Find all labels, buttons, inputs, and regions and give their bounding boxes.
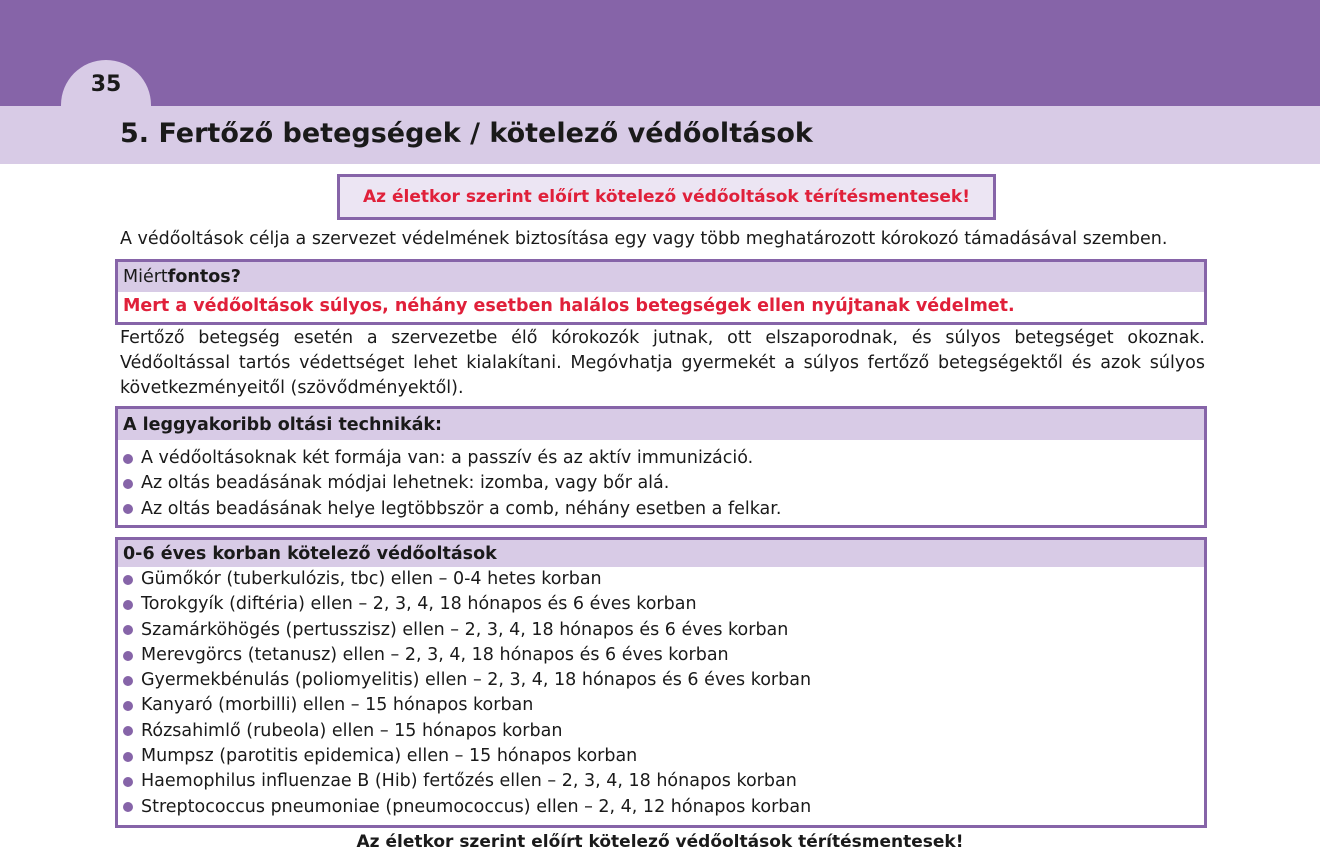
page-title: 5. Fertőző betegségek / kötelező védőoltások [120, 118, 813, 149]
list-item-text: Gümőkór (tuberkulózis, tbc) ellen – 0-4 hetes korban [141, 569, 602, 589]
list-item-text: Szamárköhögés (pertusszisz) ellen – 2, 3, 4, 18 hónapos és 6 éves korban [141, 619, 789, 640]
bullet-icon [123, 726, 133, 736]
techniques-heading: A leggyakoribb oltási technikák: [118, 409, 1204, 440]
bullet-icon [123, 777, 133, 787]
callout-text: Az életkor szerint előírt kötelező védőoltások térítésmentesek! [363, 187, 970, 207]
list-item [123, 567, 1199, 592]
techniques-box [115, 406, 1207, 528]
list-item-text: Kanyaró (morbilli) ellen – 15 hónapos korban [141, 695, 534, 716]
list-item [123, 693, 1199, 718]
why-important-box [115, 259, 1207, 325]
techniques-list [118, 440, 1204, 522]
list-item-text: Rózsahimlő (rubeola) ellen – 15 hónapos korban [141, 720, 563, 741]
bullet-icon [123, 454, 133, 464]
bullet-icon [123, 479, 133, 489]
bullet-icon [123, 625, 133, 635]
list-item [123, 668, 1199, 693]
why-question-part2: fontos? [167, 267, 241, 287]
list-item [123, 497, 1199, 522]
list-item-text: Merevgörcs (tetanusz) ellen – 2, 3, 4, 18 hónapos és 6 éves korban [141, 644, 729, 665]
bullet-icon [123, 752, 133, 762]
list-item [123, 471, 1199, 496]
list-item [123, 719, 1199, 744]
why-question [118, 262, 1204, 292]
why-question-part1: Miért [123, 267, 168, 287]
list-item-text: Haemophilus influenzae B (Hib) fertőzés ellen – 2, 3, 4, 18 hónapos korban [141, 771, 797, 792]
bullet-icon [123, 600, 133, 610]
list-item-text: Gyermekbénulás (poliomyelitis) ellen – 2, 3, 4, 18 hónapos és 6 éves korban [141, 670, 812, 691]
body-paragraph: Fertőző betegség esetén a szervezetbe élő kórokozók jutnak, ott elszaporodnak, és súlyos betegséget okoznak. Védőoltással tartós védettséget lehet kialakítani. Megóvhatja gyermekét a súlyos fertőző betegségektől és azok súlyos következményeitől (szövődményektől). [120, 328, 1205, 398]
vaccinations-box [115, 537, 1207, 828]
vaccinations-heading: 0-6 éves korban kötelező védőoltások [118, 540, 1204, 567]
bullet-icon [123, 651, 133, 661]
list-item [123, 744, 1199, 769]
bullet-icon [123, 802, 133, 812]
header-band [0, 0, 1320, 106]
free-vaccination-callout [337, 174, 996, 220]
list-item-text: A védőoltásoknak két formája van: a passzív és az aktív immunizáció. [141, 448, 754, 468]
list-item [123, 618, 1199, 643]
bullet-icon [123, 701, 133, 711]
list-item-text: Az oltás beadásának módjai lehetnek: izomba, vagy bőr alá. [141, 473, 670, 494]
bullet-icon [123, 676, 133, 686]
intro-text: A védőoltások célja a szervezet védelmének biztosítása egy vagy több meghatározott kórokozó támadásával szemben. [120, 229, 1168, 249]
list-item-text: Mumpsz (parotitis epidemica) ellen – 15 hónapos korban [141, 746, 638, 767]
list-item [123, 592, 1199, 617]
list-item [123, 643, 1199, 668]
page-number: 35 [90, 72, 122, 97]
list-item-text: Streptococcus pneumoniae (pneumococcus) ellen – 2, 4, 12 hónapos korban [141, 796, 812, 817]
vaccinations-list [118, 567, 1204, 820]
list-item-text: Torokgyík (diftéria) ellen – 2, 3, 4, 18 hónapos és 6 éves korban [141, 594, 697, 615]
why-answer: Mert a védőoltások súlyos, néhány esetben halálos betegségek ellen nyújtanak védelmet. [123, 296, 1015, 316]
list-item [123, 769, 1199, 794]
list-item [123, 795, 1199, 820]
list-item-text: Az oltás beadásának helye legtöbbször a comb, néhány esetben a felkar. [141, 498, 782, 519]
bullet-icon [123, 575, 133, 585]
list-item [123, 446, 1199, 471]
bullet-icon [123, 504, 133, 514]
footer-note: Az életkor szerint előírt kötelező védőoltások térítésmentesek! [356, 832, 964, 852]
